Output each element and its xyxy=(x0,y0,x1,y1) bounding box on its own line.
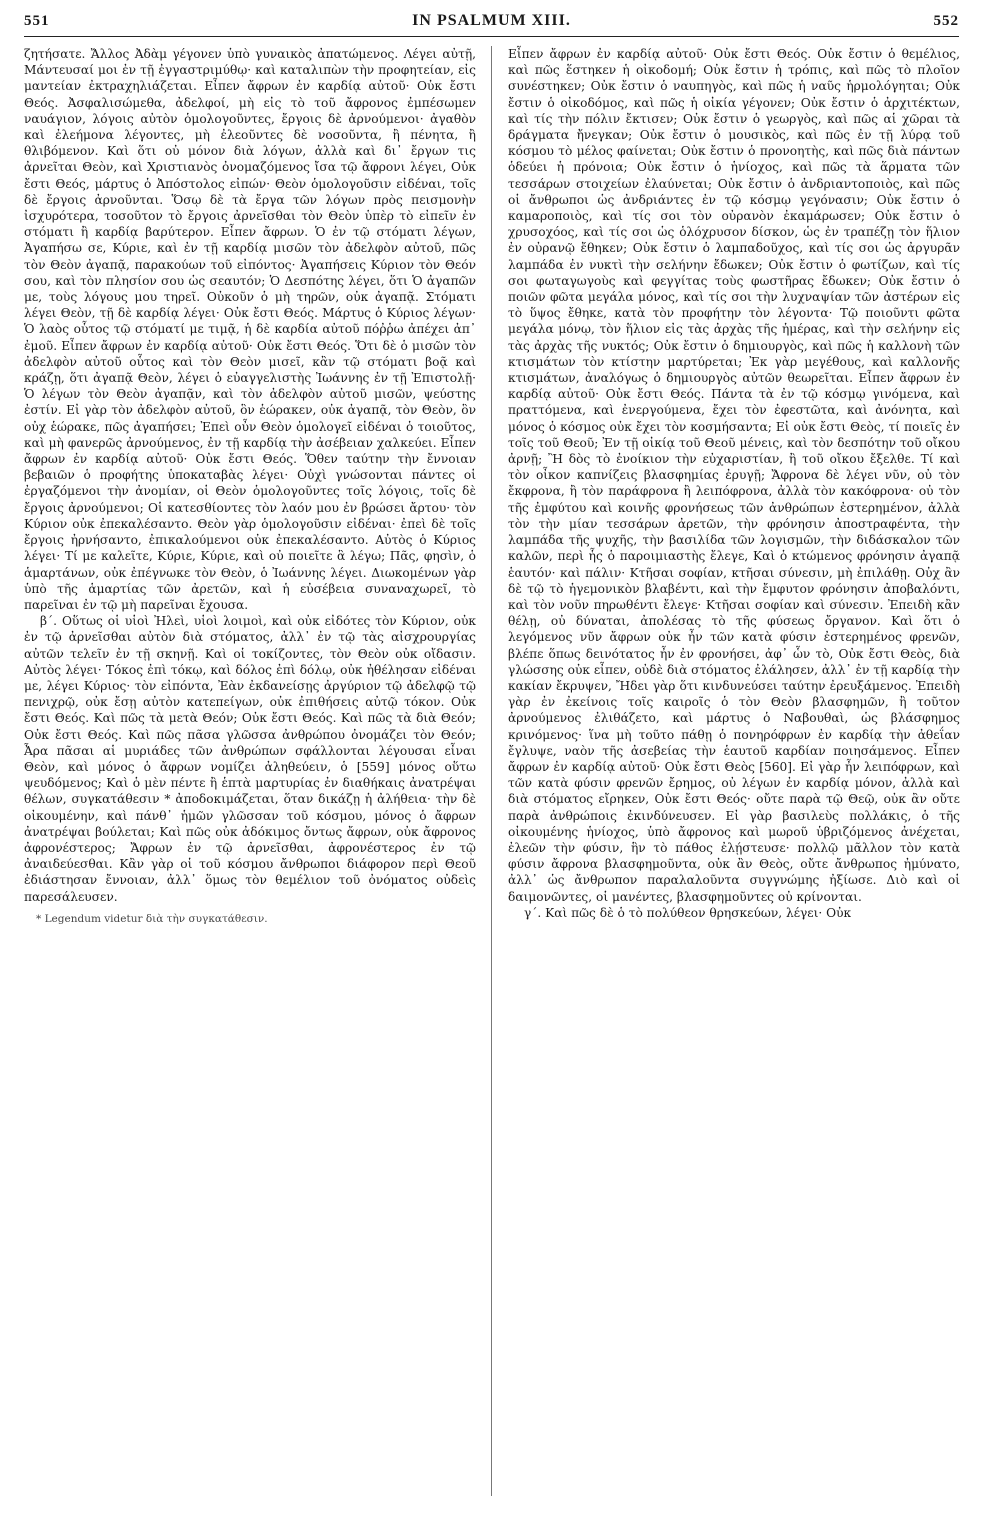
page-number-right: 552 xyxy=(933,13,959,29)
footnote: * Legendum videtur διὰ τὴν συγκατάθεσιν. xyxy=(36,912,268,925)
running-title: IN PSALMUM XIII. xyxy=(412,12,571,29)
page-number-left: 551 xyxy=(24,13,50,29)
right-paragraph-1: Εἶπεν ἄφρων ἐν καρδίᾳ αὐτοῦ· Οὐκ ἔστι Θεός. Οὐκ ἔστιν ὁ θεμέλιος, καὶ πῶς ἕστηκεν ἡ οἰκοδομή; Οὐκ ἔστιν ἡ τρόπις, καὶ πῶς τὸ πλοῖον συνέστηκεν; Οὐκ ἔστιν ὁ ναυπηγὸς, καὶ πῶς ἡ ναῦς ἡρμολόγηται; Οὐκ ἔστιν ὁ οἰκοδόμος, καὶ πῶς ἡ οἰκία γέγονεν; Οὐκ ἔστιν ὁ ἀρχιτέκτων, καὶ τίς τὴν πόλιν ἔκτισεν; Οὐκ ἔστιν ὁ γεωργὸς, καὶ πῶς αἱ χῶραι τὰ δράγματα ἤνεγκαν; Οὐκ ἔστιν ὁ μουσικὸς, καὶ πῶς ἐν τῇ λύρᾳ τοῦ κόσμου τὸ μέλος φαίνεται; Οὐκ ἔστιν ὁ προνοητὴς, καὶ πῶς διὰ πάντων ὁδεύει ἡ πρόνοια; Οὐκ ἔστιν ὁ ἡνίοχος, καὶ πῶς τὰ ἅρματα τῶν τεσσάρων στοιχείων ἐλαύνεται; Οὐκ ἔστιν ὁ ἀνδριαντοποιὸς, καὶ πῶς οἱ ἄνθρωποι ὡς ἀνδριάντες ἐν τῷ κόσμῳ γεγόνασιν; Οὐκ ἔστιν ὁ καμαροποιὸς, καὶ τίς σοι τὸν οὐρανὸν ἐκαμάρωσεν; Οὐκ ἔστιν ὁ χρυσοχόος, καὶ τίς σοι ὡς ὁλόχρυσον δίσκον, ὡς ἐν τραπέζῃ τὸν ἥλιον ἐν οὐρανῷ ἔθηκεν; Οὐκ ἔστιν ὁ λαμπαδοῦχος, καὶ τίς σοι ὡς ἀργυρᾶν λαμπάδα ἐν νυκτὶ τὴν σελήνην ἔδωκεν; Οὐκ ἔστιν ὁ φωτίζων, καὶ τίς σοι φωταγωγοὺς καὶ φεγγίτας τοὺς φωστῆρας ἔδωκεν; Οὐκ ἔστιν ὁ ποιῶν φῶτα μεγάλα μόνος, καὶ τίς σοι τὴν λυχναψίαν τῶν ἀστέρων εἰς τὸ ὕψος ἔθηκε, κατὰ τὸν προφήτην τὸν λέγοντα· Τῷ ποιοῦντι φῶτα μεγάλα μόνῳ, τὸν ἥλιον εἰς τὰς ἀρχὰς τῆς ἡμέρας, καὶ τὴν σελήνην εἰς τὰς ἀρχὰς τῆς νυκτός; Οὐκ ἔστιν ὁ δημιουργὸς, καὶ πῶς ἡ καλλονὴ τῶν κτισμάτων τὸν κτίστην μαρτύρεται; Ἐκ γὰρ μεγέθους, καὶ καλλονῆς κτισμάτων, ἀναλόγως ὁ δημιουργὸς αὐτῶν θεωρεῖται. Εἶπεν ἄφρων ἐν καρδίᾳ αὐτοῦ· Οὐκ ἔστι Θεός. Πάντα τὰ ἐν τῷ κόσμῳ γινόμενα, καὶ πραττόμενα, καὶ ἐνεργούμενα, ἔχει τὸν ἐφεστῶτα, καὶ ἀνόνητα, καὶ μόνος ὁ κόσμος οὐκ ἔχει τὸν κοσμήσαντα; Εἰ οὐκ ἔστι Θεὸς, τί ποιεῖς ἐν τοῖς τοῦ Θεοῦ; Ἐν τῇ οἰκίᾳ τοῦ Θεοῦ μένεις, καὶ τὸν δεσπότην τοῦ οἴκου ἀρνῇ; Ἢ δὸς τὸ ἐνοίκιον τὴν εὐχαριστίαν, ἢ τοῦ οἴκου ἔξελθε. Τί καὶ τὸν οἶκον καπνίζεις βλασφημίας ἐρυγῇ; Ἄφρονα δὲ λέγει νῦν, οὐ τὸν ἔκφρονα, ἢ τὸν παράφρονα ἢ λειπόφρονα, ἀλλὰ τὸν κακόφρονα· οὐ τὸν τῆς ἐμφύτου καὶ κοινῆς φρονήσεως τῶν ἀνθρώπων ἐστερημένον, ἀλλὰ τὸν τὴν μίαν τεσσάρων ἀρετῶν, τὴν φρόνησιν ἀποστραφέντα, τὴν λαμπάδα τῆς ψυχῆς, τὴν βασιλίδα τῶν λογισμῶν, τὴν διδάσκαλον τῶν καλῶν, περὶ ἧς ὁ παροιμιαστὴς ἔλεγε, Καὶ ὁ κτώμενος φρόνησιν ἀγαπᾷ ἑαυτόν· καὶ πάλιν· Κτῆσαι σοφίαν, κτῆσαι σύνεσιν, μὴ ἐπιλάθῃ. Οὐχ ἂν δὲ τῷ τὸ ἡγεμονικὸν βλαβέντι, καὶ τὴν ἔμφυτον φρόνησιν ἀποβαλόντι, καὶ τὸν νοῦν πηρωθέντι ἔλεγε· Κτῆσαι σοφίαν καὶ σύνεσιν. Ἐπειδὴ κἂν θέλῃ, οὐ δύναται, ἀπολέσας τὸ τῆς φύσεως ὄργανον. Καὶ ὅτι ὁ λεγόμενος νῦν ἄφρων οὐκ ἦν τῶν κατὰ φύσιν ἐστερημένος φρενῶν, βλέπε ὅπως δεινότατος ἦν ἐν φρονήσει, ἀφ᾽ ὧν τὸ, Οὐκ ἔστι Θεὸς, διὰ γλώσσης οὐκ εἶπεν, οὐδὲ διὰ στόματος ἐλάλησεν, ἀλλ᾽ ἐν τῇ καρδίᾳ τὴν κακίαν ἔκρυψεν, Ἤδει γὰρ ὅτι κινδυνεύσει ταύτην ἐρευξάμενος. Ἐπειδὴ γὰρ ἐν ἐκείνοις τοῖς καιροῖς ὁ τὸν Θεὸν βλασφημῶν, ἢ τοῦτον ἀρνούμενος ἐλιθάζετο, καὶ μάρτυς ὁ Ναβουθαὶ, ὡς βλάσφημος κρινόμενος· ἵνα μὴ τοῦτο πάθῃ ὁ πονηρόφρων ἐν καρδίᾳ τὴν ἀθεΐαν ἔγλυψε, ναὸν τῆς ἀσεβείας τὴν ἑαυτοῦ καρδίαν ποιησάμενος. Εἶπεν ἄφρων ἐν καρδίᾳ αὐτοῦ· Οὐκ ἔστι Θεὸς [560]. Εἰ γὰρ ἦν λειπόφρων, καὶ τῶν κατὰ φύσιν φρενῶν ἔρημος, οὐ λέγων ἐν καρδίᾳ μόνον, ἀλλὰ καὶ διὰ στόματος εἴρηκεν, Οὐκ ἔστι Θεός· οὔτε παρὰ τῷ Θεῷ, οὐκ ἂν οὔτε παρὰ ἀνθρώποις ἐκινδύνευσεν. Εἰ γὰρ βασιλεὺς πολλάκις, ὁ τῆς οἰκουμένης ἡνίοχος, ὑπὸ ἄφρονος καὶ μωροῦ ὑβριζόμενος ἀνέχεται, ἐλεῶν τὴν φύσιν, ἣν τὸ πάθος ἐλῄστευσε· πολλῷ μᾶλλον τὸν κατὰ φύσιν ἄφρονα βλασφημοῦντα, οὐκ ἂν Θεὸς, οὔτε ἄνθρωπος ἠμύνατο, ἀλλ᾽ ὡς ἄνθρωπον παραλαλοῦντα συγγνώμης ἠξίωσε. Διὸ καὶ οἱ δαιμονῶντες, οἱ μανέντες, βλασφημοῦντες οὐ κρίνονται. xyxy=(508,47,960,904)
left-column xyxy=(24,46,476,926)
column-divider xyxy=(491,46,492,1496)
right-column xyxy=(508,46,960,921)
left-paragraph-2: β΄. Οὕτως οἱ υἱοὶ Ἠλεὶ, υἱοὶ λοιμοὶ, καὶ οὐκ εἰδότες τὸν Κύριον, οὐκ ἐν τῷ ἀρνεῖσθαι αὐτὸν διὰ στόματος, ἀλλ᾽ ἐν τῷ τὰς αἰσχρουργίας αὐτῶν τελεῖν ἐν τῇ σκηνῇ. Καὶ οἱ τοκίζοντες, τὸν Θεὸν οὐκ οἴδασιν. Αὐτὸς λέγει· Τόκος ἐπὶ τόκῳ, καὶ δόλος ἐπὶ δόλῳ, οὐκ ἠθέλησαν εἰδέναι με, λέγει Κύριος· τὸν εἰπόντα, Ἐὰν ἐκδανείσῃς ἀργύριον τῷ ἀδελφῷ τῷ πενιχρῷ, οὐκ ἔσῃ αὐτὸν κατεπείγων, οὐκ ἐπιθήσεις αὐτῷ τόκον. Οὐκ ἔστι Θεός. Καὶ πῶς τὰ μετὰ Θεόν; Οὐκ ἔστι Θεός. Καὶ πῶς τὰ διὰ Θεόν; Οὐκ ἔστι Θεός. Καὶ πῶς πᾶσα γλῶσσα ἀνθρώπου ὀνομάζει τὸν Θεόν; Ἆρα πᾶσαι αἱ μυριάδες τῶν ἀνθρώπων σφάλλονται λέγουσαι εἶναι Θεὸν, καὶ μόνος ὁ ἄφρων νομίζει ἀληθεύειν, ὁ [559] μόνος οὕτω ψευδόμενος; Καὶ ὁ μὲν πέντε ἢ ἑπτὰ μαρτυρίας ἐν διαθήκαις ἀνατρέψαι θέλων, συγκατάθεσιν * ἀποδοκιμάζεται, ὅταν δικάζῃ ἡ ἀλήθεια· τὴν δὲ οἰκουμένην, καὶ πάνθ᾽ ἡμῶν γλῶσσαν τοῦ κόσμου, μόνος ὁ ἄφρων ἀνατρέψαι βούλεται; Καὶ πῶς οὐκ ἀδόκιμος ὄντως ἄφρων, οὐκ ἄφρονος ἀφρονέστερος; Ἄφρων ἐν τῷ ἀρνεῖσθαι, ἀφρονέστερος ἐν τῷ ἀναιδεύεσθαι. Κἂν γὰρ οἱ τοῦ κόσμου ἄνθρωποι διάφορον περὶ Θεοῦ ἐδιάστησαν ἔννοιαν, ἀλλ᾽ ὅμως τὸν θεμέλιον τοῦ ὀνόματος οὐδεὶς παρεσάλευσεν. xyxy=(24,614,476,904)
left-paragraph-1: ζητήσατε. Ἄλλος Ἀδὰμ γέγονεν ὑπὸ γυναικὸς ἀπατώμενος. Λέγει αὐτῇ, Μάντευσαί μοι ἐν τῇ ἐγγαστριμύθῳ· καὶ καταλιπὼν τὴν προφητείαν, εἰς μαντείαν ἐκτραχηλιάζεται. Εἶπεν ἄφρων ἐν καρδίᾳ αὐτοῦ· Οὐκ ἔστι Θεός. Ἀσφαλισώμεθα, ἀδελφοί, μὴ εἰς τὸ τοῦ ἄφρονος ἐμπέσωμεν ναυάγιον, λόγοις αὐτὸν ὁμολογοῦντες, ἔργοις δὲ ἀρνούμενοι· ἀγαθὸν καὶ ἐλεήμονα λέγοντες, μὴ ἐλεοῦντες δὲ νοσοῦντα, ἢ πένητα, ἢ θλιβόμενον. Καὶ ὅτι οὐ μόνον διὰ λόγων, ἀλλὰ καὶ δι᾽ ἔργων τις ἀρνεῖται Θεὸν, καὶ Χριστιανὸς ὀνομαζόμενος ἴσα τῷ ἄφρονι λέγει, Οὐκ ἔστι Θεός, μάρτυς ὁ Ἀπόστολος εἰπών· Θεὸν ὁμολογοῦσιν εἰδέναι, τοῖς δὲ ἔργοις ἀρνοῦνται. Ὅσῳ δὲ τὰ ἔργα τῶν λόγων πρὸς πεισμονὴν ἰσχυρότερα, τοσοῦτον τὸ ἔργοις ἀρνεῖσθαι τὸν Θεὸν ὑπὲρ τὸ εἰπεῖν ἐν στόματι ἢ καρδίᾳ βαρύτερον. Εἶπεν ἄφρων. Ὁ ἐν τῷ στόματι λέγων, Ἀγαπήσω σε, Κύριε, καὶ ἐν τῇ καρδίᾳ μισῶν τὸν ἀδελφὸν αὐτοῦ, πῶς τὸν Θεὸν ἀγαπᾷ, παρακούων τοῦ εἰπόντος· Ἀγαπήσεις Κύριον τὸν Θεόν σου, καὶ τὸν πλησίον σου ὡς σεαυτόν; Ὁ Δεσπότης λέγει, ὅτι Ὁ ἀγαπῶν με, τοὺς λόγους μου τηρεῖ. Οὐκοῦν ὁ μὴ τηρῶν, οὐκ ἀγαπᾷ. Στόματι λέγει Θεὸν, τῇ δὲ καρδίᾳ λέγει· Οὐκ ἔστι Θεός. Μάρτυς ὁ Κύριος λέγων· Ὁ λαὸς οὗτος τῷ στόματί με τιμᾷ, ἡ δὲ καρδία αὐτοῦ πόῤῥω ἀπέχει ἀπ᾽ ἐμοῦ. Εἶπεν ἄφρων ἐν καρδίᾳ αὐτοῦ· Οὐκ ἔστι Θεός. Ὅτι δὲ ὁ μισῶν τὸν ἀδελφὸν αὐτοῦ οὗτος καὶ τὸν Θεὸν μισεῖ, κἂν τῷ στόματι βοᾷ καὶ κράζῃ, ὅτι ἀγαπᾷ Θεὸν, λέγει ὁ εὐαγγελιστὴς Ἰωάννης ἐν τῇ Ἐπιστολῇ· Ὁ λέγων τὸν Θεὸν ἀγαπᾷν, καὶ τὸν ἀδελφὸν αὐτοῦ μισῶν, ψεύστης ἐστίν. Εἰ γὰρ τὸν ἀδελφὸν αὐτοῦ, ὃν ἑώρακεν, οὐκ ἀγαπᾷ, τὸν Θεὸν, ὃν οὐχ ἑώρακε, πῶς ἀγαπήσει; Ἐπεὶ οὖν Θεὸν ὁμολογεῖ εἰδέναι ὁ τοιοῦτος, καὶ μὴ φανερῶς ἀρνούμενος, ἐν τῇ καρδίᾳ τὴν ἀσέβειαν χαλκεύει. Εἶπεν ἄφρων ἐν καρδίᾳ αὐτοῦ· Οὐκ ἔστι Θεός. Ὅθεν ταύτην τὴν ἔννοιαν βεβαιῶν ὁ προφήτης ὑποκαταβὰς λέγει· Οὐχὶ γνώσονται πάντες οἱ ἐργαζόμενοι τὴν ἀνομίαν, οἱ Θεὸν ὁμολογοῦντες τοῖς λόγοις, τοῖς δὲ ἔργοις ἀρνούμενοι; Οἱ κατεσθίοντες τὸν λαόν μου ἐν βρώσει ἄρτου· τὸν Κύριον οὐκ ἐπεκαλέσαντο. Θεὸν γὰρ ὁμολογοῦσιν εἰδέναι· ἐπεὶ δὲ τοῖς ἔργοις ἠρνήσαντο, ἐπικαλούμενοι οὐκ ἐπεκαλέσαντο. Αὐτὸς ὁ Κύριος λέγει· Τί με καλεῖτε, Κύριε, Κύριε, καὶ οὐ ποιεῖτε ἃ λέγω; Πᾶς, φησὶν, ὁ ἁμαρτάνων, οὐκ ἐπέγνωκε τὸν Θεὸν, ὁ Ἰωάννης λέγει. Διωκομένων γὰρ ὑπὸ τῆς ἁμαρτίας τῶν ἀρετῶν, καὶ ἡ εὐσέβεια συναναχωρεῖ, τὸ παρεῖναι ἐν τῷ μὴ παρεῖναι ἔχουσα. xyxy=(24,47,476,612)
page-header xyxy=(24,12,959,42)
header-rule xyxy=(24,36,959,37)
right-paragraph-2: γ΄. Καὶ πῶς δὲ ὁ τὸ πολύθεον θρησκεύων, λέγει· Οὐκ xyxy=(524,905,852,920)
